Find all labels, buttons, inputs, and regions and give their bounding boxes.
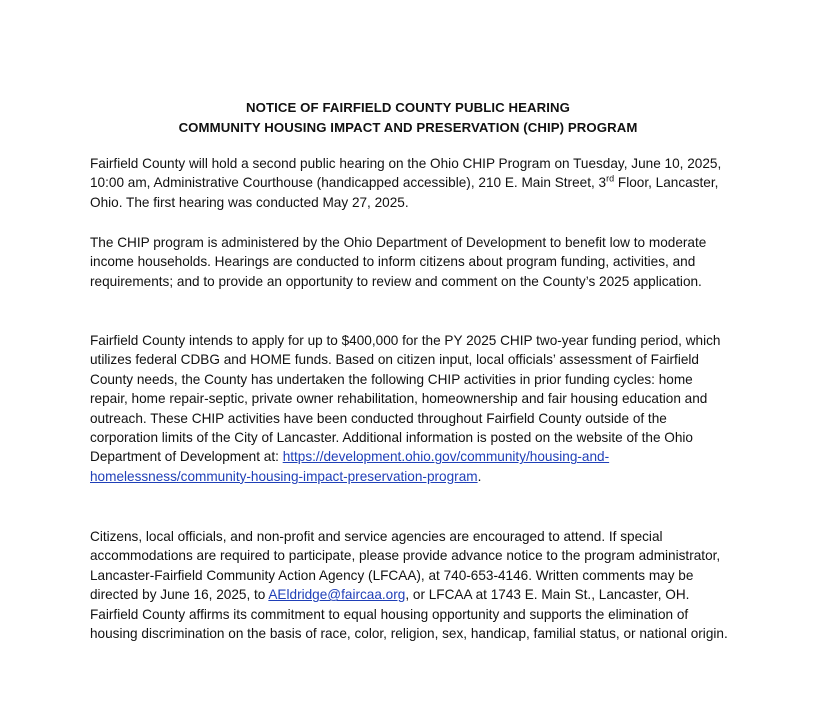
paragraph-funding-activities [90,331,730,486]
email-link[interactable]: AEldridge@faircaa.org [268,587,406,603]
development-website-link[interactable]: https://development.ohio.gov/community/housing-and-homelessness/community-housing-impact-preservation-program [90,449,610,484]
funding-activities-text-end: . [477,468,482,484]
paragraph-participation [90,527,730,643]
hearing-details-text: Fairfield County will hold a second public hearing on the Ohio CHIP Program on Tuesday, June 10, 2025, 10:00 am, Administrative Courthouse (handicapped accessible), 210 E. Main Street, 3 [90,156,722,191]
notice-title [90,98,726,138]
participation-text: Citizens, local officials, and non-profit and service agencies are encouraged to attend. If special accommodations are required to participate, please provide advance notice to the program administrator, Lancaster-Fairfield Community Action Agency (LFCAA), at 740-653-4146. Written comments may be directed by June 16, 2025, to [90,529,721,603]
participation-text-end: , or LFCAA at 1743 E. Main St., Lancaster, OH. Fairfield County affirms its commitment to equal housing opportunity and supports the elimination of housing discrimination on the basis of race, color, religion, sex, handicap, familial status, or national origin. [90,587,728,642]
paragraph-hearing-details [90,154,730,212]
funding-activities-text: Fairfield County intends to apply for up to $400,000 for the PY 2025 CHIP two-year funding period, which utilizes federal CDBG and HOME funds. Based on citizen input, local officials’ assessment of Fairfield County needs, the County has undertaken the following CHIP activities in prior funding cycles: home repair, home repair-septic, private owner rehabilitation, homeownership and fair housing education and outreach. These CHIP activities have been conducted throughout Fairfield County outside of the corporation limits of the City of Lancaster. Additional information is posted on the website of the Ohio Department of Development at: [90,333,721,465]
ordinal-suffix: rd [606,173,615,184]
paragraph-program-description: The CHIP program is administered by the Ohio Department of Development to benefit low to moderate income households. Hearings are conducted to inform citizens about program funding, activities, and requirements; and to provide an opportunity to review and comment on the County’s 2025 application. [90,235,707,289]
hearing-details-text-end: Floor, Lancaster, Ohio. The first hearing was conducted May 27, 2025. [90,175,719,210]
title-line-2: COMMUNITY HOUSING IMPACT AND PRESERVATION (CHIP) PROGRAM [178,120,638,135]
title-line-1: NOTICE OF FAIRFIELD COUNTY PUBLIC HEARING [245,100,571,115]
